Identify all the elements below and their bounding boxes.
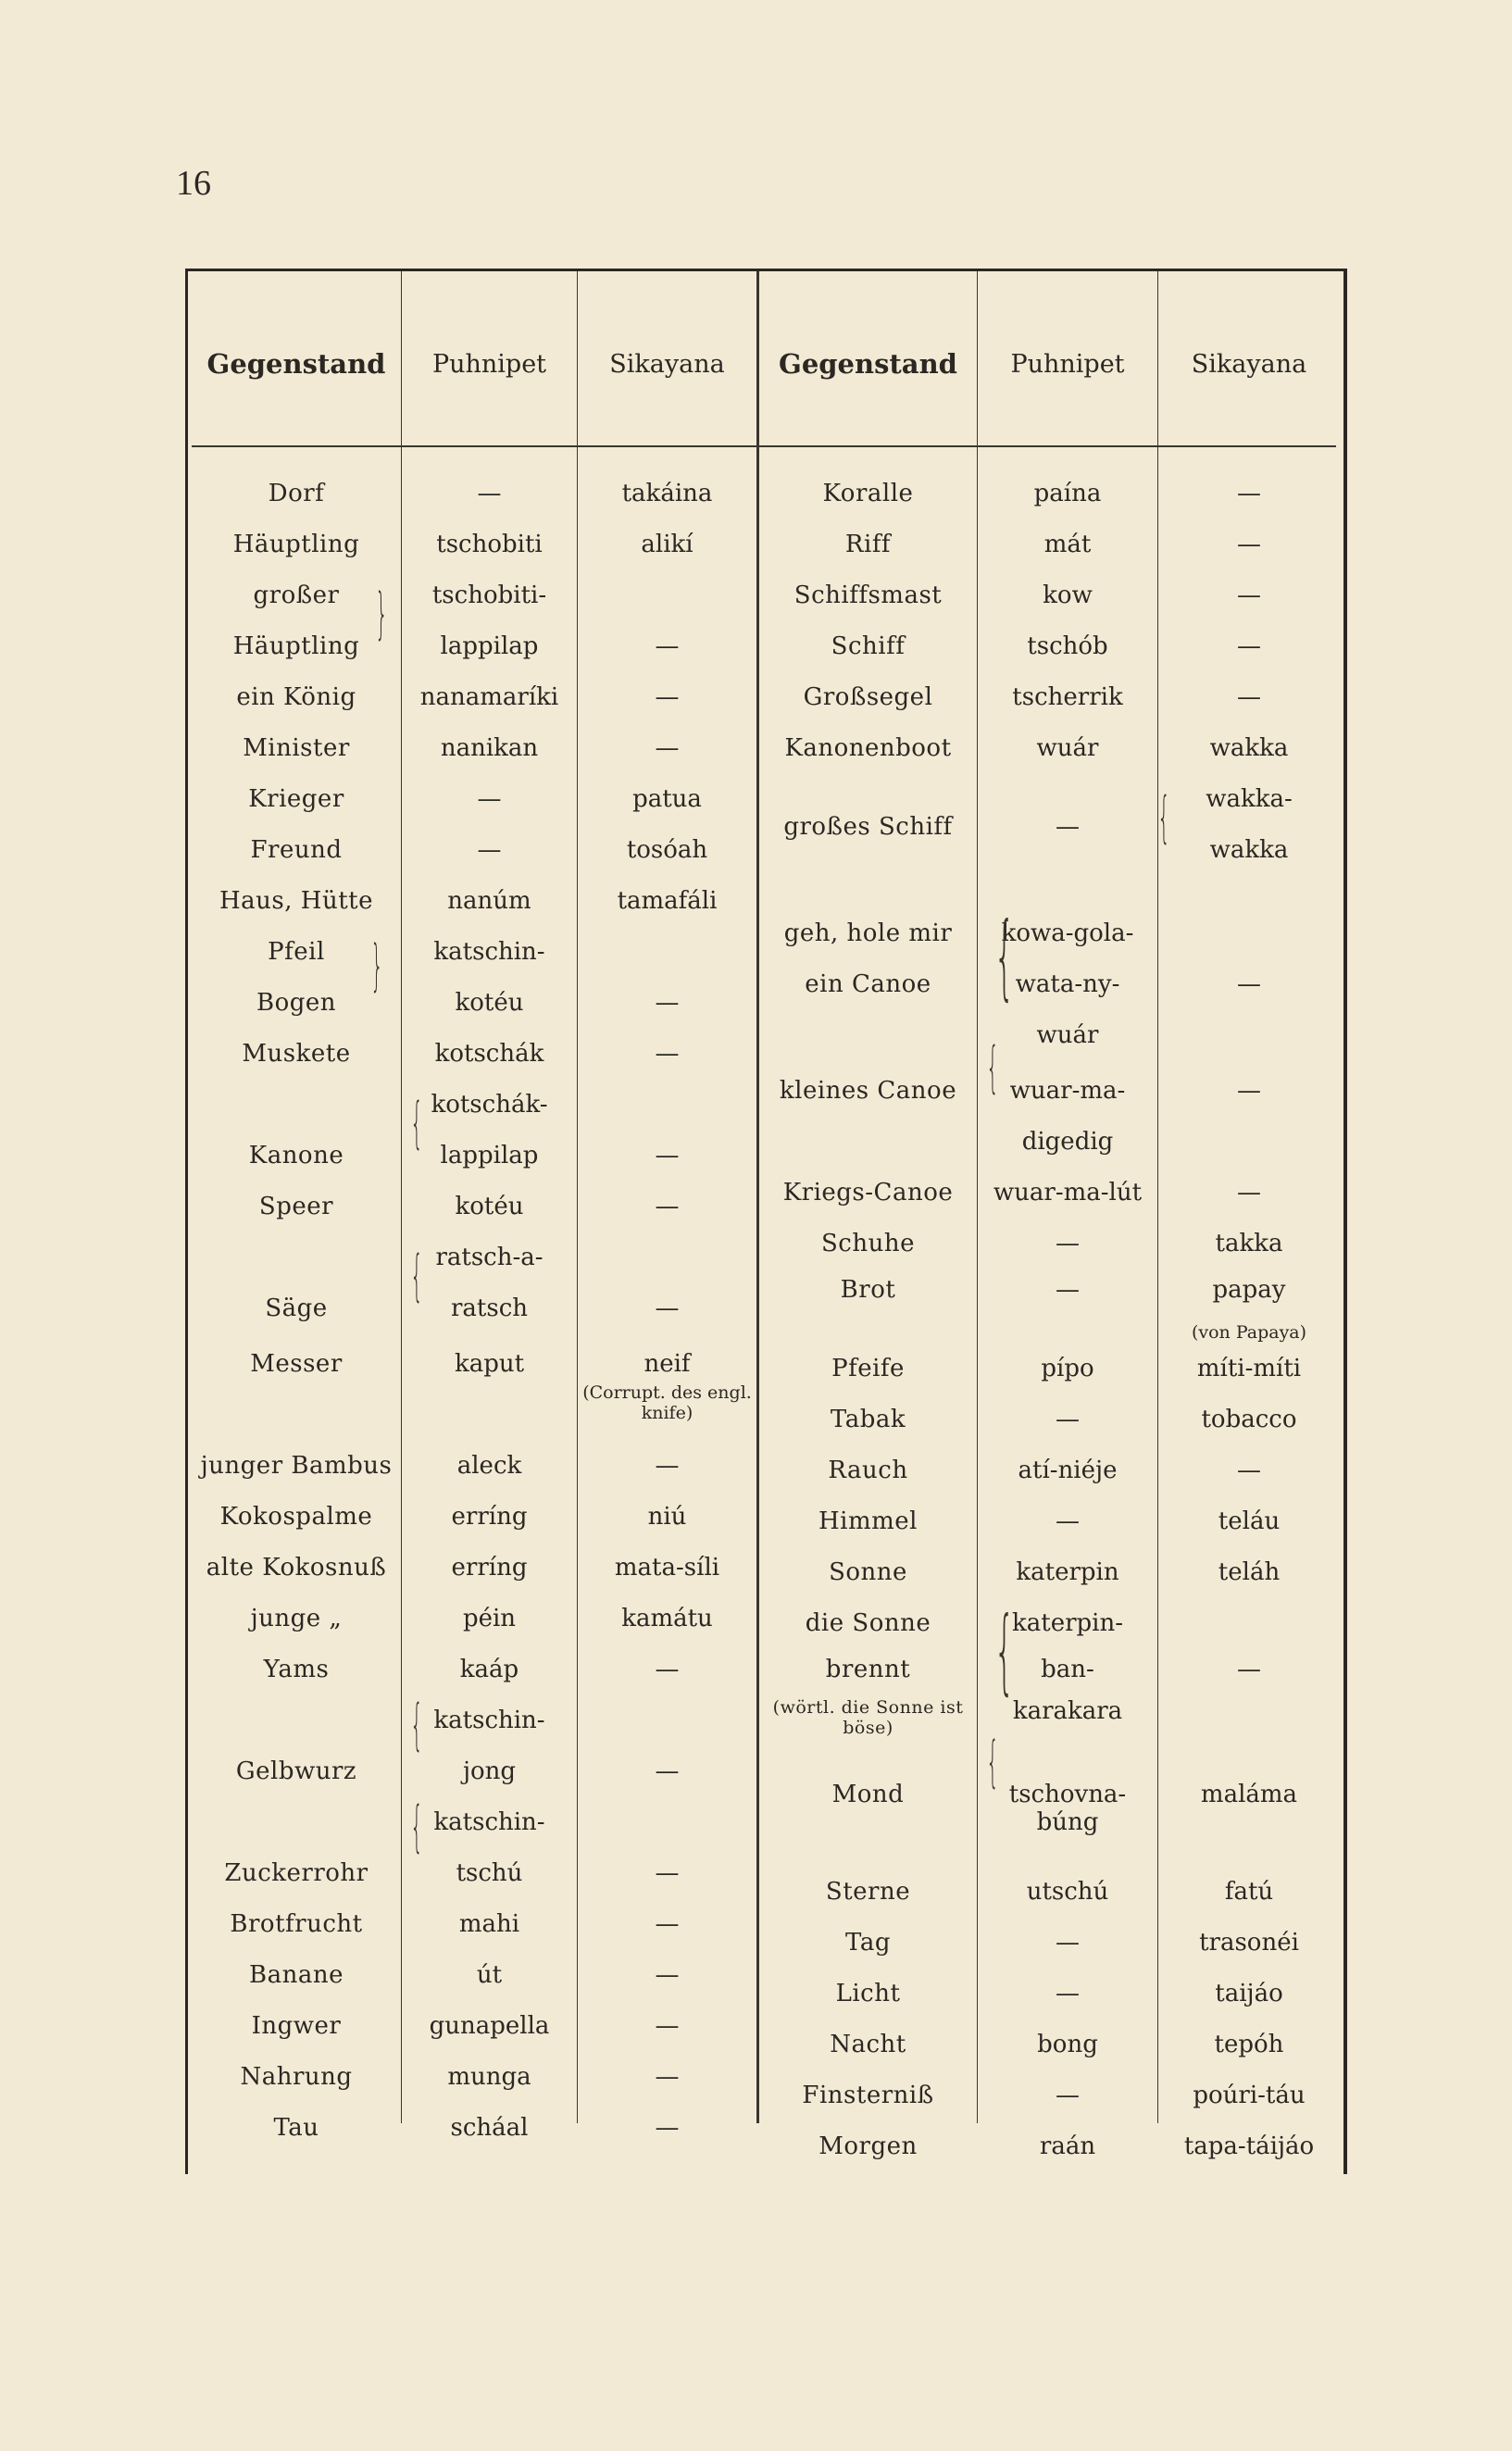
- left-sikayana-cell: tamafáli: [617, 887, 718, 915]
- right-puhnipet-cell: pípo: [1041, 1355, 1094, 1382]
- left-puhnipet-cell: lappilap: [440, 1142, 539, 1169]
- left-sikayana-cell: —: [655, 989, 680, 1017]
- header-rule: [192, 445, 1336, 447]
- left-gegenstand-cell: junger Bambus: [200, 1452, 393, 1480]
- left-gegenstand-cell: Banane: [249, 1961, 344, 1989]
- right-gegenstand-cell: Kanonenboot: [784, 734, 952, 762]
- left-sikayana-cell: niú: [647, 1503, 687, 1531]
- right-puhnipet-cell: —: [1056, 2082, 1080, 2109]
- right-puhnipet-cell: katerpin-: [1011, 1609, 1123, 1637]
- right-sikayana-cell: fatú: [1224, 1878, 1274, 1906]
- left-sikayana-cell: tosóah: [626, 836, 708, 864]
- right-gegenstand-cell: Schiff: [831, 632, 906, 660]
- right-gegenstand-cell: die Sonne: [805, 1609, 931, 1637]
- right-gegenstand-cell: Schuhe: [821, 1230, 915, 1257]
- left-sikayana-cell: —: [655, 1142, 680, 1169]
- right-gegenstand-cell: Großsegel: [803, 683, 933, 711]
- header-gegenstand-right: Gegenstand: [779, 348, 957, 380]
- right-sikayana-cell: —: [1237, 1656, 1261, 1683]
- left-gegenstand-cell: Speer: [258, 1193, 334, 1220]
- left-gegenstand-cell: Muskete: [242, 1040, 351, 1068]
- brace-icon: {: [993, 1596, 1015, 1705]
- left-sikayana-cell: —: [655, 2114, 680, 2142]
- left-gegenstand-cell: alte Kokosnuß: [206, 1554, 387, 1582]
- right-puhnipet-cell: karakara: [1012, 1697, 1123, 1725]
- left-sikayana-cell: mata-síli: [614, 1554, 720, 1582]
- right-puhnipet-cell: wuar-ma-lút: [993, 1179, 1143, 1207]
- right-puhnipet-cell: —: [1056, 1980, 1080, 2007]
- right-puhnipet-cell: búng: [1036, 1808, 1099, 1836]
- right-gegenstand-cell: Finsterniß: [802, 2082, 934, 2109]
- left-gegenstand-cell: Ingwer: [251, 2012, 342, 2040]
- right-puhnipet-cell: tschób: [1027, 632, 1108, 660]
- brace-icon: {: [410, 1091, 423, 1156]
- left-gegenstand-cell: Yams: [263, 1656, 330, 1683]
- brace-icon: }: [375, 581, 388, 646]
- right-gegenstand-cell: Tag: [845, 1929, 891, 1957]
- right-sikayana-cell: tepóh: [1214, 2031, 1284, 2058]
- header-puhnipet-right: Puhnipet: [1010, 349, 1125, 379]
- right-sikayana-cell: wakka-: [1206, 785, 1293, 813]
- right-puhnipet-cell: kowa-gola-: [1001, 919, 1134, 947]
- right-puhnipet-cell: —: [1056, 1230, 1080, 1257]
- right-puhnipet-cell: bong: [1037, 2031, 1098, 2058]
- right-sikayana-cell: wakka: [1209, 734, 1289, 762]
- left-sikayana-cell: (Corrupt. des engl. knife): [582, 1382, 752, 1423]
- brace-icon: {: [986, 1730, 999, 1794]
- right-sikayana-cell: míti-míti: [1196, 1355, 1302, 1382]
- left-puhnipet-cell: nanúm: [447, 887, 531, 915]
- left-gegenstand-cell: Krieger: [248, 785, 344, 813]
- left-puhnipet-cell: jong: [462, 1757, 517, 1785]
- left-puhnipet-cell: kotéu: [455, 989, 524, 1017]
- left-puhnipet-cell: scháal: [450, 2114, 529, 2142]
- left-puhnipet-cell: nanikan: [440, 734, 539, 762]
- right-gegenstand-cell: kleines Canoe: [779, 1077, 957, 1105]
- right-puhnipet-cell: —: [1056, 1507, 1080, 1535]
- left-gegenstand-cell: Kokospalme: [219, 1503, 373, 1531]
- left-puhnipet-cell: kotéu: [455, 1193, 524, 1220]
- brace-icon: {: [410, 1244, 423, 1308]
- left-puhnipet-cell: kotschák-: [431, 1091, 548, 1119]
- right-sikayana-cell: trasonéi: [1199, 1929, 1299, 1957]
- right-sikayana-cell: wakka: [1209, 836, 1289, 864]
- left-gegenstand-cell: junge „: [250, 1605, 343, 1632]
- left-puhnipet-cell: péin: [462, 1605, 517, 1632]
- left-puhnipet-cell: mahi: [458, 1910, 520, 1938]
- left-sikayana-cell: alikí: [641, 531, 694, 558]
- left-puhnipet-cell: —: [477, 480, 502, 507]
- left-puhnipet-cell: erríng: [451, 1503, 528, 1531]
- right-gegenstand-cell: Himmel: [818, 1507, 918, 1535]
- right-puhnipet-cell: katerpin: [1016, 1558, 1119, 1586]
- right-gegenstand-cell: Schiffsmast: [793, 581, 943, 609]
- left-puhnipet-cell: út: [476, 1961, 503, 1989]
- right-sikayana-cell: (von Papaya): [1191, 1322, 1307, 1343]
- left-puhnipet-cell: katschin-: [433, 938, 545, 966]
- right-puhnipet-cell: atí-niéje: [1018, 1457, 1118, 1484]
- right-sikayana-cell: —: [1237, 480, 1261, 507]
- left-sikayana-cell: —: [655, 1294, 680, 1322]
- left-sikayana-cell: —: [655, 1040, 680, 1068]
- left-puhnipet-cell: ratsch-a-: [435, 1244, 544, 1271]
- right-gegenstand-cell: (wörtl. die Sonne ist böse): [772, 1697, 964, 1738]
- brace-icon: {: [993, 902, 1015, 1010]
- right-sikayana-cell: teláh: [1218, 1558, 1281, 1586]
- right-puhnipet-cell: paína: [1033, 480, 1102, 507]
- left-gegenstand-cell: Häuptling: [232, 632, 360, 660]
- header-sikayana-left: Sikayana: [609, 349, 725, 379]
- left-sikayana-cell: kamátu: [621, 1605, 713, 1632]
- right-sikayana-cell: papay: [1212, 1276, 1286, 1304]
- left-sikayana-cell: —: [655, 1859, 680, 1887]
- left-gegenstand-cell: Häuptling: [232, 531, 360, 558]
- right-puhnipet-cell: —: [1056, 1406, 1080, 1433]
- right-puhnipet-cell: tschovna-: [1008, 1781, 1127, 1808]
- left-gegenstand-cell: Tau: [273, 2114, 319, 2142]
- right-puhnipet-cell: digedig: [1021, 1128, 1114, 1156]
- left-sikayana-cell: neif: [644, 1350, 691, 1378]
- left-puhnipet-cell: kotschák: [434, 1040, 544, 1068]
- left-gegenstand-cell: Bogen: [256, 989, 337, 1017]
- left-gegenstand-cell: Gelbwurz: [235, 1757, 357, 1785]
- right-gegenstand-cell: brennt: [825, 1656, 911, 1683]
- right-sikayana-cell: taijáo: [1215, 1980, 1283, 2007]
- left-puhnipet-cell: —: [477, 785, 502, 813]
- right-gegenstand-cell: Brot: [840, 1276, 896, 1304]
- left-sikayana-cell: —: [655, 683, 680, 711]
- right-gegenstand-cell: Riff: [844, 531, 892, 558]
- right-sikayana-cell: —: [1237, 1179, 1261, 1207]
- left-gegenstand-cell: Dorf: [268, 480, 325, 507]
- left-sikayana-cell: —: [655, 2063, 680, 2091]
- right-puhnipet-cell: ban-: [1041, 1656, 1094, 1683]
- right-puhnipet-cell: —: [1056, 1929, 1080, 1957]
- left-gegenstand-cell: Säge: [265, 1294, 328, 1322]
- page-number: 16: [176, 164, 211, 203]
- right-puhnipet-cell: wuár: [1036, 1021, 1099, 1049]
- left-sikayana-cell: —: [655, 1452, 680, 1480]
- left-sikayana-cell: takáina: [621, 480, 713, 507]
- right-gegenstand-cell: Kriegs-Canoe: [782, 1179, 954, 1207]
- right-sikayana-cell: poúri-táu: [1193, 2082, 1306, 2109]
- right-sikayana-cell: tapa-táijáo: [1183, 2132, 1315, 2160]
- brace-icon: }: [370, 933, 383, 998]
- right-puhnipet-cell: wata-ny-: [1015, 970, 1120, 998]
- left-sikayana-cell: —: [655, 1757, 680, 1785]
- right-gegenstand-cell: Nacht: [830, 2031, 906, 2058]
- left-gegenstand-cell: großer: [253, 581, 340, 609]
- left-sikayana-cell: —: [655, 1961, 680, 1989]
- left-puhnipet-cell: tschobiti-: [431, 581, 547, 609]
- right-puhnipet-cell: —: [1056, 813, 1080, 841]
- right-sikayana-cell: —: [1237, 1077, 1261, 1105]
- right-puhnipet-cell: raán: [1039, 2132, 1096, 2160]
- left-sikayana-cell: —: [655, 632, 680, 660]
- left-gegenstand-cell: Nahrung: [240, 2063, 353, 2091]
- left-gegenstand-cell: ein König: [236, 683, 356, 711]
- left-sikayana-cell: —: [655, 734, 680, 762]
- right-gegenstand-cell: Mond: [831, 1781, 905, 1808]
- right-sikayana-cell: —: [1237, 1457, 1261, 1484]
- right-puhnipet-cell: tscherrik: [1012, 683, 1123, 711]
- right-gegenstand-cell: Licht: [835, 1980, 901, 2007]
- right-puhnipet-cell: —: [1056, 1276, 1080, 1304]
- left-puhnipet-cell: kaput: [454, 1350, 525, 1378]
- left-puhnipet-cell: ratsch: [450, 1294, 529, 1322]
- left-gegenstand-cell: Zuckerrohr: [224, 1859, 369, 1887]
- left-gegenstand-cell: Pfeil: [268, 938, 325, 966]
- right-gegenstand-cell: geh, hole mir: [783, 919, 953, 947]
- right-gegenstand-cell: Rauch: [828, 1457, 908, 1484]
- left-sikayana-cell: —: [655, 2012, 680, 2040]
- right-sikayana-cell: —: [1237, 632, 1261, 660]
- left-sikayana-cell: —: [655, 1910, 680, 1938]
- right-gegenstand-cell: ein Canoe: [805, 970, 931, 998]
- left-gegenstand-cell: Minister: [243, 734, 350, 762]
- right-gegenstand-cell: Sterne: [825, 1878, 911, 1906]
- right-puhnipet-cell: kow: [1043, 581, 1093, 609]
- header-sikayana-right: Sikayana: [1191, 349, 1307, 379]
- right-gegenstand-cell: Tabak: [830, 1406, 906, 1433]
- brace-icon: {: [410, 1693, 423, 1757]
- right-gegenstand-cell: Morgen: [818, 2132, 918, 2160]
- right-sikayana-cell: takka: [1215, 1230, 1283, 1257]
- left-puhnipet-cell: tschú: [456, 1859, 523, 1887]
- right-gegenstand-cell: Pfeife: [831, 1355, 905, 1382]
- left-sikayana-cell: —: [655, 1656, 680, 1683]
- right-puhnipet-cell: wuar-ma-: [1009, 1077, 1126, 1105]
- left-puhnipet-cell: aleck: [456, 1452, 522, 1480]
- left-gegenstand-cell: Haus, Hütte: [219, 887, 373, 915]
- brace-icon: {: [1157, 785, 1170, 850]
- left-puhnipet-cell: kaáp: [459, 1656, 519, 1683]
- right-sikayana-cell: teláu: [1218, 1507, 1281, 1535]
- left-puhnipet-cell: gunapella: [429, 2012, 550, 2040]
- right-sikayana-cell: —: [1237, 970, 1261, 998]
- left-puhnipet-cell: nanamaríki: [419, 683, 559, 711]
- left-gegenstand-cell: Brotfrucht: [230, 1910, 363, 1938]
- left-sikayana-cell: patua: [632, 785, 702, 813]
- left-gegenstand-cell: Freund: [250, 836, 343, 864]
- right-puhnipet-cell: wuár: [1036, 734, 1099, 762]
- right-sikayana-cell: —: [1237, 683, 1261, 711]
- left-puhnipet-cell: —: [477, 836, 502, 864]
- vocabulary-table: [185, 269, 1347, 2174]
- header-gegenstand-left: Gegenstand: [206, 348, 386, 380]
- right-gegenstand-cell: Sonne: [829, 1558, 907, 1586]
- right-sikayana-cell: —: [1237, 581, 1261, 609]
- right-puhnipet-cell: utschú: [1026, 1878, 1109, 1906]
- right-sikayana-cell: tobacco: [1201, 1406, 1297, 1433]
- left-puhnipet-cell: katschin-: [433, 1808, 545, 1836]
- right-sikayana-cell: —: [1237, 531, 1261, 558]
- header-puhnipet-left: Puhnipet: [431, 349, 547, 379]
- right-puhnipet-cell: mát: [1043, 531, 1092, 558]
- left-gegenstand-cell: Messer: [250, 1350, 343, 1378]
- left-gegenstand-cell: Kanone: [248, 1142, 344, 1169]
- brace-icon: {: [410, 1794, 423, 1859]
- left-puhnipet-cell: munga: [447, 2063, 531, 2091]
- brace-icon: {: [986, 1035, 999, 1100]
- right-gegenstand-cell: Koralle: [822, 480, 914, 507]
- right-sikayana-cell: maláma: [1200, 1781, 1298, 1808]
- left-puhnipet-cell: katschin-: [433, 1707, 545, 1734]
- right-gegenstand-cell: großes Schiff: [783, 813, 953, 841]
- left-puhnipet-cell: erríng: [451, 1554, 528, 1582]
- left-puhnipet-cell: lappilap: [440, 632, 539, 660]
- left-puhnipet-cell: tschobiti: [436, 531, 543, 558]
- left-sikayana-cell: —: [655, 1193, 680, 1220]
